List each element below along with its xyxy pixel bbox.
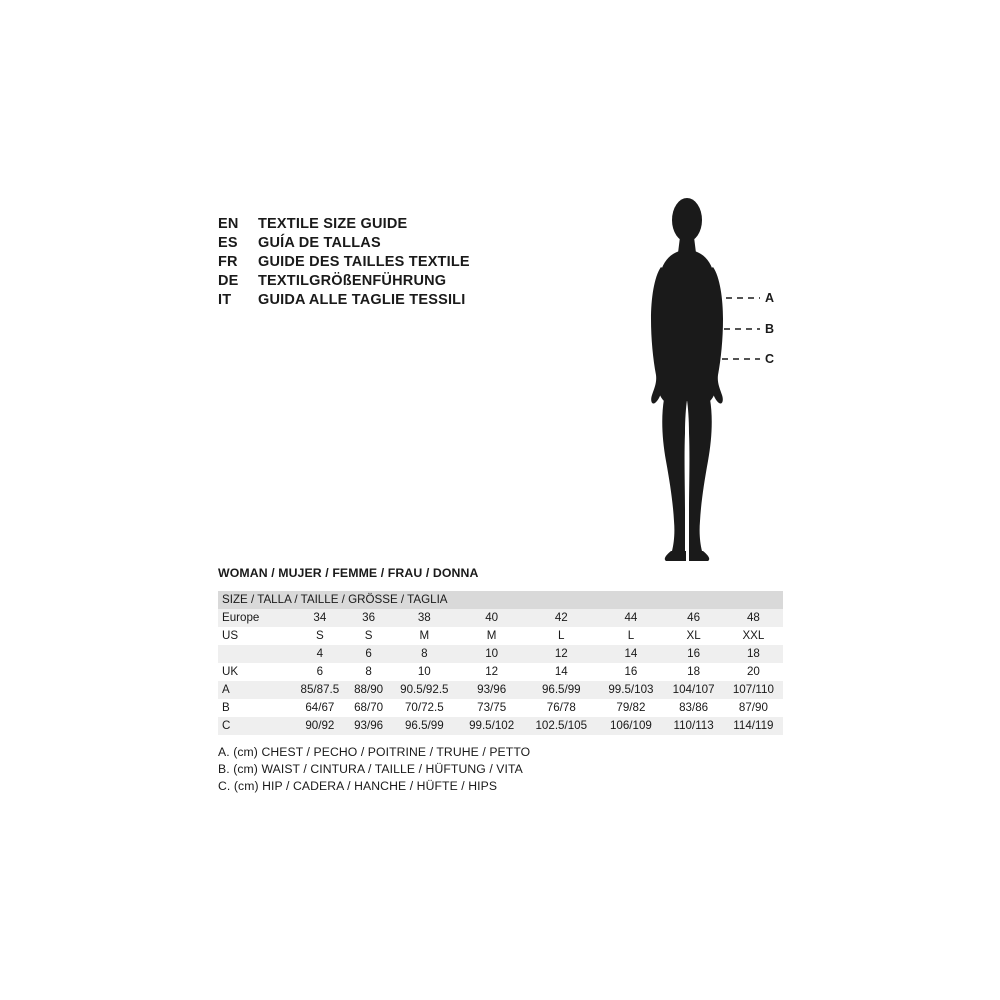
size-table [218,591,783,735]
table-cell: 12 [459,663,524,681]
measure-label-a: A [765,291,775,305]
table-cell: 79/82 [598,699,663,717]
table-cell: XL [663,627,723,645]
table-row [218,717,783,735]
table-cell: 38 [390,609,460,627]
table-cell: 76/78 [524,699,598,717]
table-cell: 90/92 [292,717,348,735]
table-row [218,609,783,627]
table-cell: 87/90 [724,699,783,717]
title-row-es [218,234,548,253]
table-cell: 46 [663,609,723,627]
title-text-fr: GUIDE DES TAILLES TEXTILE [258,254,470,270]
table-cell: 6 [348,645,390,663]
table-cell: 8 [348,663,390,681]
table-cell: 110/113 [663,717,723,735]
table-cell: 70/72.5 [390,699,460,717]
title-text-en: TEXTILE SIZE GUIDE [258,216,408,232]
table-cell: 83/86 [663,699,723,717]
table-cell: 6 [292,663,348,681]
table-cell: 16 [598,663,663,681]
table-cell: 99.5/103 [598,681,663,699]
table-cell: 14 [524,663,598,681]
measure-label-b: B [765,322,775,336]
table-cell: 106/109 [598,717,663,735]
table-cell: 8 [390,645,460,663]
table-cell: 104/107 [663,681,723,699]
table-cell: M [390,627,460,645]
row-label-a: A [218,681,292,699]
table-cell: 64/67 [292,699,348,717]
row-label-uk: UK [218,663,292,681]
table-cell: 14 [598,645,663,663]
table-cell: 68/70 [348,699,390,717]
table-cell: 96.5/99 [524,681,598,699]
table-cell: 10 [390,663,460,681]
title-row-de [218,272,548,291]
title-text-es: GUÍA DE TALLAS [258,235,381,251]
table-row [218,681,783,699]
table-cell: 40 [459,609,524,627]
table-cell: 36 [348,609,390,627]
size-guide-title-block [218,215,548,310]
table-cell: 20 [724,663,783,681]
table-header-row [218,591,783,609]
table-cell: 42 [524,609,598,627]
table-cell: 16 [663,645,723,663]
language-code-es: ES [218,235,238,251]
row-label-b: B [218,699,292,717]
table-cell: 90.5/92.5 [390,681,460,699]
table-header-label: SIZE / TALLA / TAILLE / GRÖSSE / TAGLIA [218,591,783,609]
table-cell: 102.5/105 [524,717,598,735]
table-cell: 10 [459,645,524,663]
table-row [218,645,783,663]
table-cell: 93/96 [459,681,524,699]
table-cell: 34 [292,609,348,627]
row-label-us: US [218,627,292,645]
language-code-de: DE [218,273,239,289]
title-text-de: TEXTILGRÖßENFÜHRUNG [258,273,447,289]
row-label-us-numeric [218,645,292,663]
table-cell: XXL [724,627,783,645]
table-cell: L [524,627,598,645]
table-row [218,663,783,681]
title-text-it: GUIDA ALLE TAGLIE TESSILI [258,292,466,308]
table-cell: 73/75 [459,699,524,717]
table-cell: 99.5/102 [459,717,524,735]
measurement-legend [218,744,718,795]
table-cell: 48 [724,609,783,627]
table-row [218,699,783,717]
legend-line-a: A. (cm) CHEST / PECHO / POITRINE / TRUHE / PETTO [218,745,531,759]
table-cell: 85/87.5 [292,681,348,699]
title-row-fr [218,253,548,272]
table-cell: 4 [292,645,348,663]
table-cell: M [459,627,524,645]
title-row-en [218,215,548,234]
legend-line-b: B. (cm) WAIST / CINTURA / TAILLE / HÜFTUNG / VITA [218,762,523,776]
table-cell: 44 [598,609,663,627]
table-cell: S [348,627,390,645]
row-label-c: C [218,717,292,735]
language-code-en: EN [218,216,239,232]
language-code-fr: FR [218,254,238,270]
table-cell: L [598,627,663,645]
table-cell: 107/110 [724,681,783,699]
legend-line-c: C. (cm) HIP / CADERA / HANCHE / HÜFTE / HIPS [218,779,498,793]
female-body-figure [630,195,810,580]
title-row-it [218,291,548,310]
table-cell: 18 [663,663,723,681]
language-code-it: IT [218,292,232,308]
measure-label-c: C [765,352,775,366]
female-silhouette-icon [630,195,810,580]
table-cell: 93/96 [348,717,390,735]
table-cell: 88/90 [348,681,390,699]
table-cell: S [292,627,348,645]
table-cell: 114/119 [724,717,783,735]
row-label-europe: Europe [218,609,292,627]
table-row [218,627,783,645]
table-cell: 18 [724,645,783,663]
table-cell: 12 [524,645,598,663]
table-caption-woman: WOMAN / MUJER / FEMME / FRAU / DONNA [218,566,479,580]
table-cell: 96.5/99 [390,717,460,735]
